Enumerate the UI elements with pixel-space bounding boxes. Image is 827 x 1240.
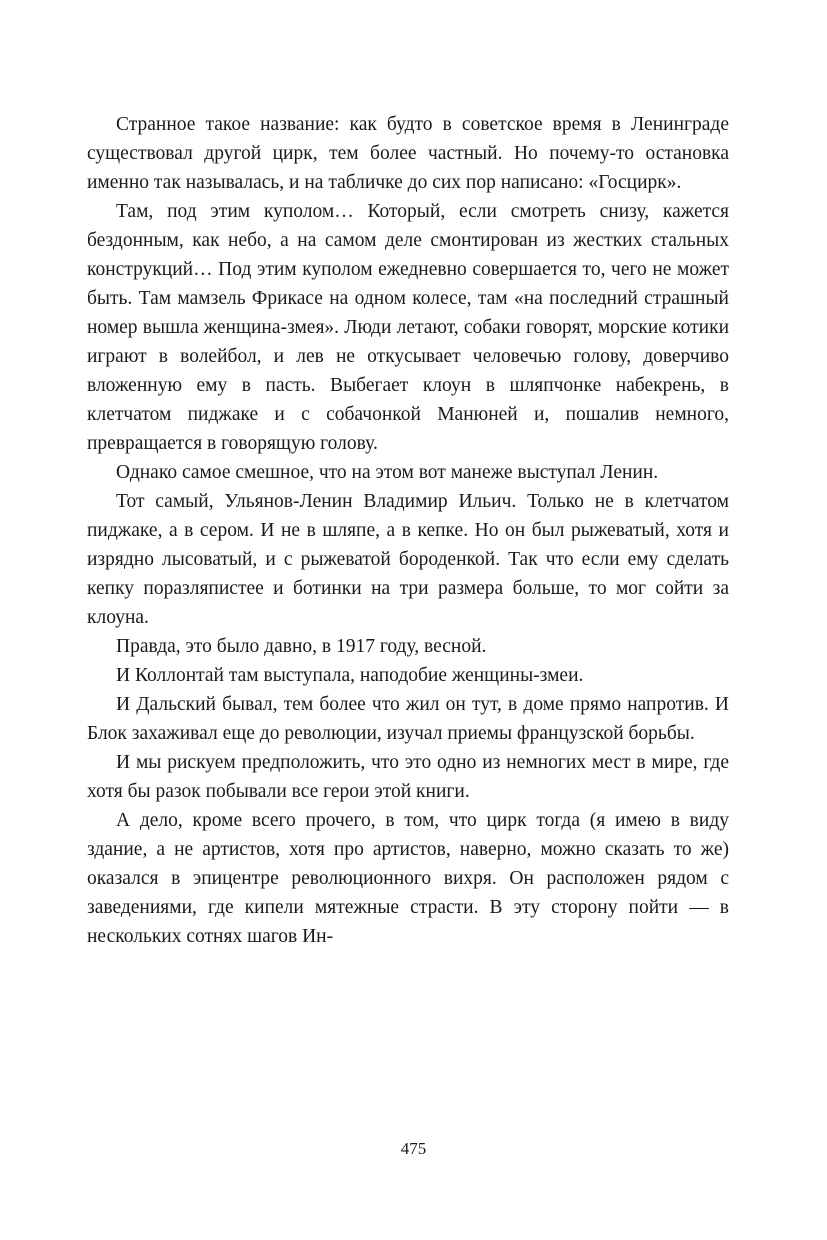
- paragraph: Правда, это было давно, в 1917 году, весной.: [116, 636, 487, 657]
- paragraph: И мы рискуем предположить, что это одно из немногих мест в мире, где хотя бы разок побывали все герои этой книги.: [87, 752, 729, 802]
- paragraph: А дело, кроме всего прочего, в том, что цирк тогда (я имею в виду здание, а не артистов, хотя про артистов, наверно, можно сказать то же) оказался в эпицентре революционного вихря. Он расположен рядом с заведениями, где кипели мятежные страсти. В эту сторону пойти — в нескольких сотнях шагов Ин-: [87, 810, 729, 947]
- paragraph: И Дальский бывал, тем более что жил он тут, в доме прямо напротив. И Блок захаживал еще до революции, изучал приемы французской борьбы.: [87, 694, 729, 744]
- page-number: 475: [400, 1139, 427, 1158]
- paragraph: Странное такое название: как будто в советское время в Ленинграде существовал другой цирк, тем более частный. Но почему-то остановка именно так называлась, и на табличке до сих пор написано: «Госцирк».: [87, 114, 729, 193]
- body-text: [87, 110, 729, 951]
- paragraph: И Коллонтай там выступала, наподобие женщины-змеи.: [116, 665, 584, 686]
- paragraph: Тот самый, Ульянов-Ленин Владимир Ильич. Только не в клетчатом пиджаке, а в сером. И не в шляпе, а в кепке. Но он был рыжеватый, хотя и изрядно лысоватый, и с рыжеватой бороденкой. Так что если ему сделать кепку поразляпистее и ботинки на три размера больше, то мог сойти за клоуна.: [87, 491, 729, 628]
- paragraph: Там, под этим куполом… Который, если смотреть снизу, кажется бездонным, как небо, а на самом деле смонтирован из жестких стальных конструкций… Под этим куполом ежедневно совершается то, чего не может быть. Там мамзель Фрикасе на одном колесе, там «на последний страшный номер вышла женщина-змея». Люди летают, собаки говорят, морские котики играют в волейбол, и лев не откусывает человечью голову, доверчиво вложенную ему в пасть. Выбегает клоун в шляпчонке набекрень, в клетчатом пиджаке и с собачонкой Манюней и, пошалив немного, превращается в говорящую голову.: [87, 201, 729, 454]
- paragraph: Однако самое смешное, что на этом вот манеже выступал Ленин.: [116, 462, 659, 483]
